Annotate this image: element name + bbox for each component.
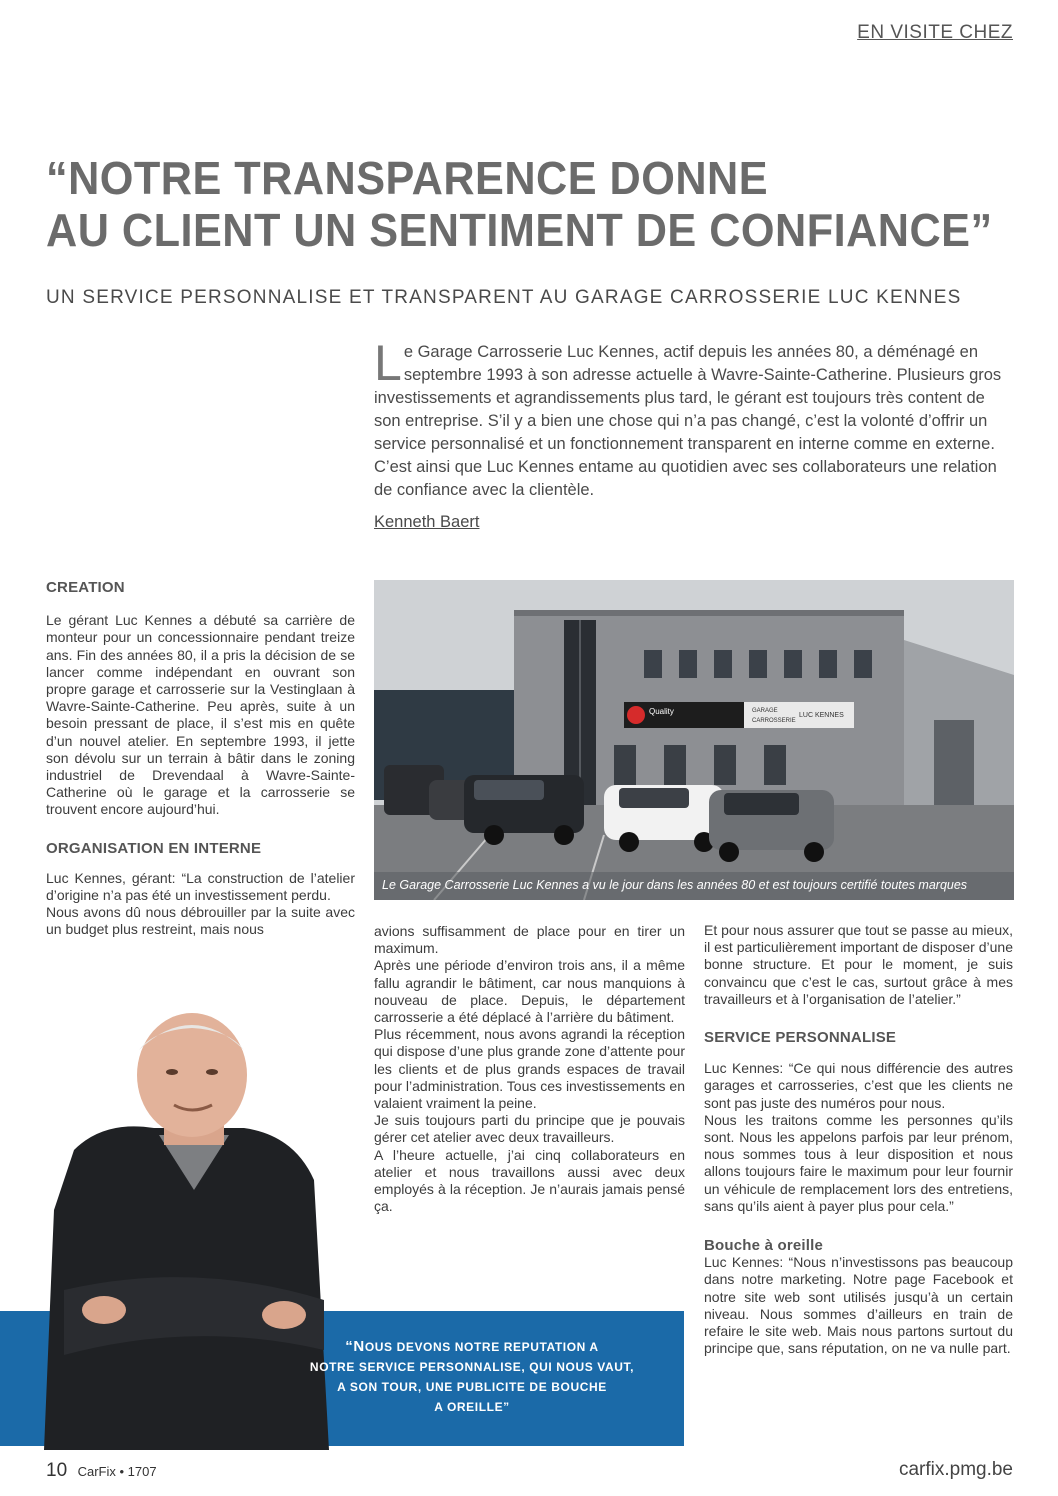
col2-p3: Plus récemment, nous avons agrandi la réception qui dispose d’une plus grande zone d’attente pour les clients et de plus grands espaces de travail pour l’administration. Tous ces investissements en valaient vraiment la peine.: [374, 1026, 686, 1112]
column-3: [704, 922, 1013, 1357]
website-url[interactable]: carfix.pmg.be: [898, 1459, 1013, 1480]
service-p2: Nous les traitons comme les personnes qu’ils sont. Nous les appelons parfois par leur prénom, nous sommes tous à leur disposition et nous allons toujours faire le maximum pour leur fournir un véhicule de remplacement lors des entretiens, sans qu’ils aient à payer plus pour cela.”: [704, 1111, 1013, 1214]
sign-garage: GARAGE: [752, 708, 778, 714]
organisation-p2: Nous avons dû nous débrouiller par la suite avec un budget plus restreint, mais nous: [46, 904, 355, 938]
pull-quote: [292, 1337, 652, 1417]
headline-line-2: AU CLIENT UN SENTIMENT DE CONFIANCE”: [46, 204, 993, 256]
quote-line-1: OUS DEVONS NOTRE REPUTATION A: [364, 1340, 599, 1354]
quote-line-3: A SON TOUR, UNE PUBLICITE DE BOUCHE: [337, 1380, 607, 1394]
column-2: [374, 923, 685, 1215]
quote-line-2: NOTRE SERVICE PERSONNALISE, QUI NOUS VAUT,: [309, 1360, 635, 1374]
organisation-heading: ORGANISATION EN INTERNE: [46, 839, 262, 857]
col2-p5: A l’heure actuelle, j’ai cinq collaborateurs en atelier et nous travaillons aussi avec deux employés à la réception. Je n’aurais jamais pensé ça.: [374, 1146, 685, 1215]
garage-photo: [374, 580, 1014, 900]
sign-carrosserie: CARROSSERIE: [752, 718, 796, 724]
creation-text: Le gérant Luc Kennes a débuté sa carrière de monteur pour un concessionnaire pendant treize ans. Fin des années 80, il a pris la décision de se lancer comme indépendant en ouvrant son propre garage et carrosserie sur la Vestinglaan à Wavre-Sainte-Catherine. Peu après, suite à un besoin pressant de place, il s’est mis en quête d’un nouvel atelier. En septembre 1993, il jette son dévolu sur un terrain à bâtir dans le zoning industriel de Drevendaal à Wavre-Sainte-Catherine où le garage et la carrosserie se trouvent encore aujourd’hui.: [46, 612, 355, 818]
sign-quality: Quality: [649, 707, 674, 716]
bouche-heading: Bouche à oreille: [704, 1237, 824, 1255]
magazine-issue: CarFix • 1707: [77, 1464, 157, 1479]
col3-p1: Et pour nous assurer que tout se passe au mieux, il est particulièrement important de disposer d’une bonne structure. Et pour le moment, je suis convaincu que c’est le cas, surtout grâce à mes travailleurs et à l’organisation de l’atelier.”: [704, 922, 1013, 1007]
section-tag: EN VISITE CHEZ: [857, 22, 1013, 43]
col2-p1: avions suffisamment de place pour en tirer un maximum.: [374, 923, 685, 957]
dropcap: L: [374, 335, 402, 391]
service-heading: SERVICE PERSONNALISE: [704, 1029, 897, 1047]
col2-p4: Je suis toujours parti du principe que je pouvais gérer cet atelier avec deux travailleurs.: [374, 1112, 685, 1146]
page-number: 10: [46, 1460, 68, 1481]
intro-text: e Garage Carrosserie Luc Kennes, actif depuis les années 80, a déménagé en septembre 1993 à son adresse actuelle à Wavre-Sainte-Catherine. Plusieurs gros investissements et agrandissements plus tard, le gérant est toujours très content de son entreprise. S’il y a bien une chose qui n’a pas changé, c’est la volonté d’offrir un service personnalisé et un fonctionnement transparent en interne comme en externe. C’est ainsi que Luc Kennes entame au quotidien avec ses collaborateurs une relation de confiance avec la clientèle.: [374, 343, 1002, 499]
quote-line-4: A OREILLE”: [434, 1400, 510, 1414]
photo-caption: Le Garage Carrosserie Luc Kennes a vu le jour dans les années 80 et est toujours certifié toutes marques: [382, 878, 968, 892]
sign-name: LUC KENNES: [799, 712, 844, 719]
subtitle: UN SERVICE PERSONNALISE ET TRANSPARENT AU GARAGE CARROSSERIE LUC KENNES: [46, 287, 962, 308]
column-1: [46, 579, 355, 939]
garage-building-illustration: [374, 580, 1014, 900]
headline: [46, 152, 993, 256]
col2-p2: Après une période d’environ trois ans, il a même fallu agrandir le bâtiment, car nous manquions à nouveau de place. Depuis, le département carrosserie a été déplacé à l’arrière du bâtiment.: [374, 957, 685, 1026]
service-p1: Luc Kennes: “Ce qui nous différencie des autres garages et carrosseries, c’est que les clients ne sont pas juste des numéros pour nous.: [704, 1060, 1013, 1111]
intro-paragraph: [374, 335, 1014, 502]
author-byline: Kenneth Baert: [374, 513, 480, 531]
footer-left: [46, 1460, 157, 1482]
creation-heading: CREATION: [46, 579, 125, 596]
bouche-p1: Luc Kennes: “Nous n’investissons pas beaucoup dans notre marketing. Notre page Facebook et notre site web sont utilisés jusqu’à un certain niveau. Nous sommes d’ailleurs en train de refaire le site web. Mais nous partons surtout du principe que, sans réputation, on ne va nulle part.: [704, 1254, 1013, 1357]
organisation-p1: Luc Kennes, gérant: “La construction de l’atelier d’origine n’a pas été un investissement perdu.: [46, 869, 355, 904]
quote-initial: “N: [345, 1338, 365, 1355]
headline-line-1: “NOTRE TRANSPARENCE DONNE: [46, 152, 769, 204]
